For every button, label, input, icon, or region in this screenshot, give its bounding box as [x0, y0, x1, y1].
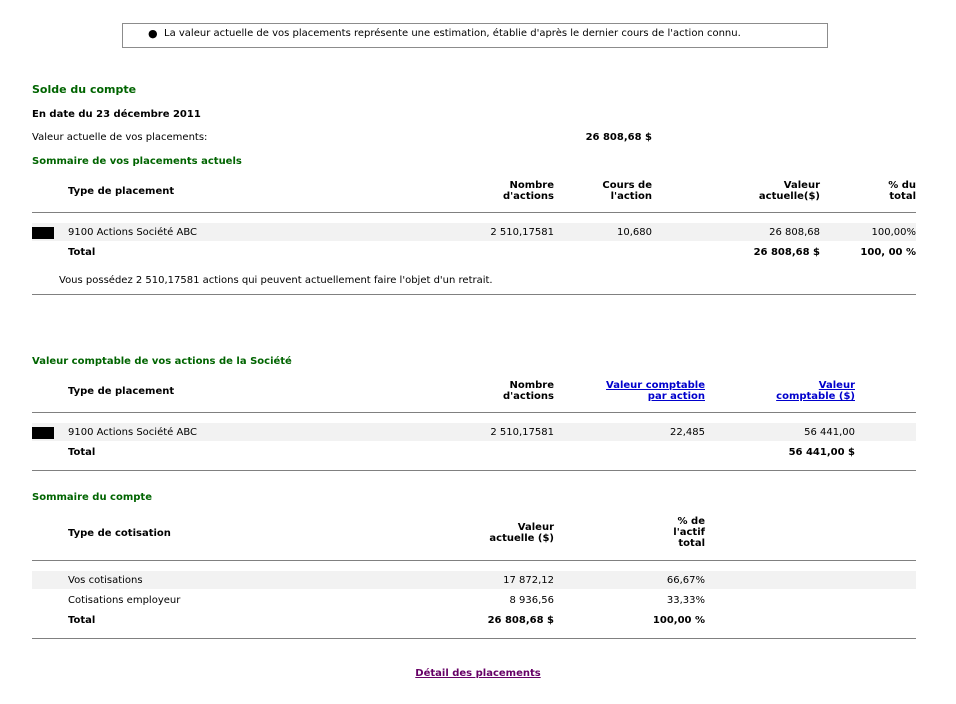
book-header-unit-line2[interactable]: par action	[647, 391, 705, 402]
book-title: Valeur comptable de vos actions de la Société	[32, 356, 292, 367]
current-value: 26 808,68 $	[585, 132, 652, 143]
legend-swatch	[32, 427, 54, 439]
account-title: Sommaire du compte	[32, 492, 152, 503]
summary-header-value-line1: Valeur	[783, 180, 820, 191]
book-row-name: 9100 Actions Société ABC	[68, 427, 197, 438]
account-header-pct-line3: total	[678, 538, 705, 549]
balance-date: En date du 23 décembre 2011	[32, 109, 201, 120]
account-row-pct: 33,33%	[666, 595, 705, 606]
account-header-pct-line2: l'actif	[673, 527, 705, 538]
summary-row-name: 9100 Actions Société ABC	[68, 227, 197, 238]
book-total-label: Total	[68, 447, 96, 458]
account-header-type: Type de cotisation	[68, 528, 171, 539]
summary-header-price-line1: Cours de	[602, 180, 652, 191]
notice-box	[122, 23, 828, 48]
current-value-label: Valeur actuelle de vos placements:	[32, 132, 208, 143]
summary-header-price-line2: l'action	[610, 191, 652, 202]
account-header-value	[454, 522, 554, 544]
summary-header-pct-line1: % du	[888, 180, 916, 191]
summary-header-value	[720, 180, 820, 202]
book-header-value-link[interactable]	[745, 380, 855, 402]
shares-note: Vous possédez 2 510,17581 actions qui peuvent actuellement faire l'objet d'un retrait.	[59, 275, 493, 286]
balance-title: Solde du compte	[32, 83, 137, 96]
footer	[0, 668, 956, 679]
book-header-unit-link[interactable]	[585, 380, 705, 402]
account-row-value: 8 936,56	[509, 595, 554, 606]
account-row-pct: 66,67%	[666, 575, 705, 586]
account-header-divider	[32, 560, 916, 561]
book-header-shares-line2: d'actions	[502, 391, 554, 402]
account-row-value: 17 872,12	[503, 575, 554, 586]
book-row-unit: 22,485	[670, 427, 705, 438]
account-header-value-line2: actuelle ($)	[489, 533, 554, 544]
summary-title: Sommaire de vos placements actuels	[32, 156, 242, 167]
summary-total-value: 26 808,68 $	[753, 247, 820, 258]
bullet-icon: ●	[148, 27, 158, 40]
summary-total-label: Total	[68, 247, 96, 258]
legend-swatch	[32, 227, 54, 239]
summary-header-price	[552, 180, 652, 202]
book-row-value: 56 441,00	[804, 427, 855, 438]
book-bottom-divider	[32, 470, 916, 471]
summary-bottom-divider	[32, 294, 916, 295]
book-header-type: Type de placement	[68, 386, 175, 397]
book-header-unit-line1[interactable]: Valeur comptable	[606, 380, 705, 391]
notice-text: La valeur actuelle de vos placements représente une estimation, établie d'après le dernier cours de l'action connu.	[164, 28, 741, 39]
summary-header-shares-line1: Nombre	[509, 180, 554, 191]
book-header-shares	[454, 380, 554, 402]
summary-row-value: 26 808,68	[769, 227, 820, 238]
summary-header-type: Type de placement	[68, 186, 175, 197]
summary-header-divider	[32, 212, 916, 213]
book-header-divider	[32, 412, 916, 413]
summary-total-pct: 100, 00 %	[860, 247, 916, 258]
book-header-shares-line1: Nombre	[509, 380, 554, 391]
book-header-value-line2[interactable]: comptable ($)	[776, 391, 855, 402]
account-total-label: Total	[68, 615, 96, 626]
summary-row-shares: 2 510,17581	[490, 227, 554, 238]
investment-details-link[interactable]: Détail des placements	[415, 668, 541, 679]
summary-row-price: 10,680	[617, 227, 652, 238]
summary-header-shares	[454, 180, 554, 202]
account-header-value-line1: Valeur	[517, 522, 554, 533]
account-bottom-divider	[32, 638, 916, 639]
summary-header-pct-line2: total	[889, 191, 916, 202]
account-row-name: Cotisations employeur	[68, 595, 181, 606]
summary-row-pct: 100,00%	[871, 227, 916, 238]
book-row-shares: 2 510,17581	[490, 427, 554, 438]
account-header-pct	[605, 516, 705, 549]
book-total-value: 56 441,00 $	[788, 447, 855, 458]
account-total-value: 26 808,68 $	[487, 615, 554, 626]
book-header-value-line1[interactable]: Valeur	[818, 380, 855, 391]
account-header-pct-line1: % de	[677, 516, 705, 527]
account-row-name: Vos cotisations	[68, 575, 143, 586]
account-total-pct: 100,00 %	[652, 615, 705, 626]
summary-header-pct	[836, 180, 916, 202]
summary-header-shares-line2: d'actions	[502, 191, 554, 202]
summary-header-value-line2: actuelle($)	[758, 191, 820, 202]
